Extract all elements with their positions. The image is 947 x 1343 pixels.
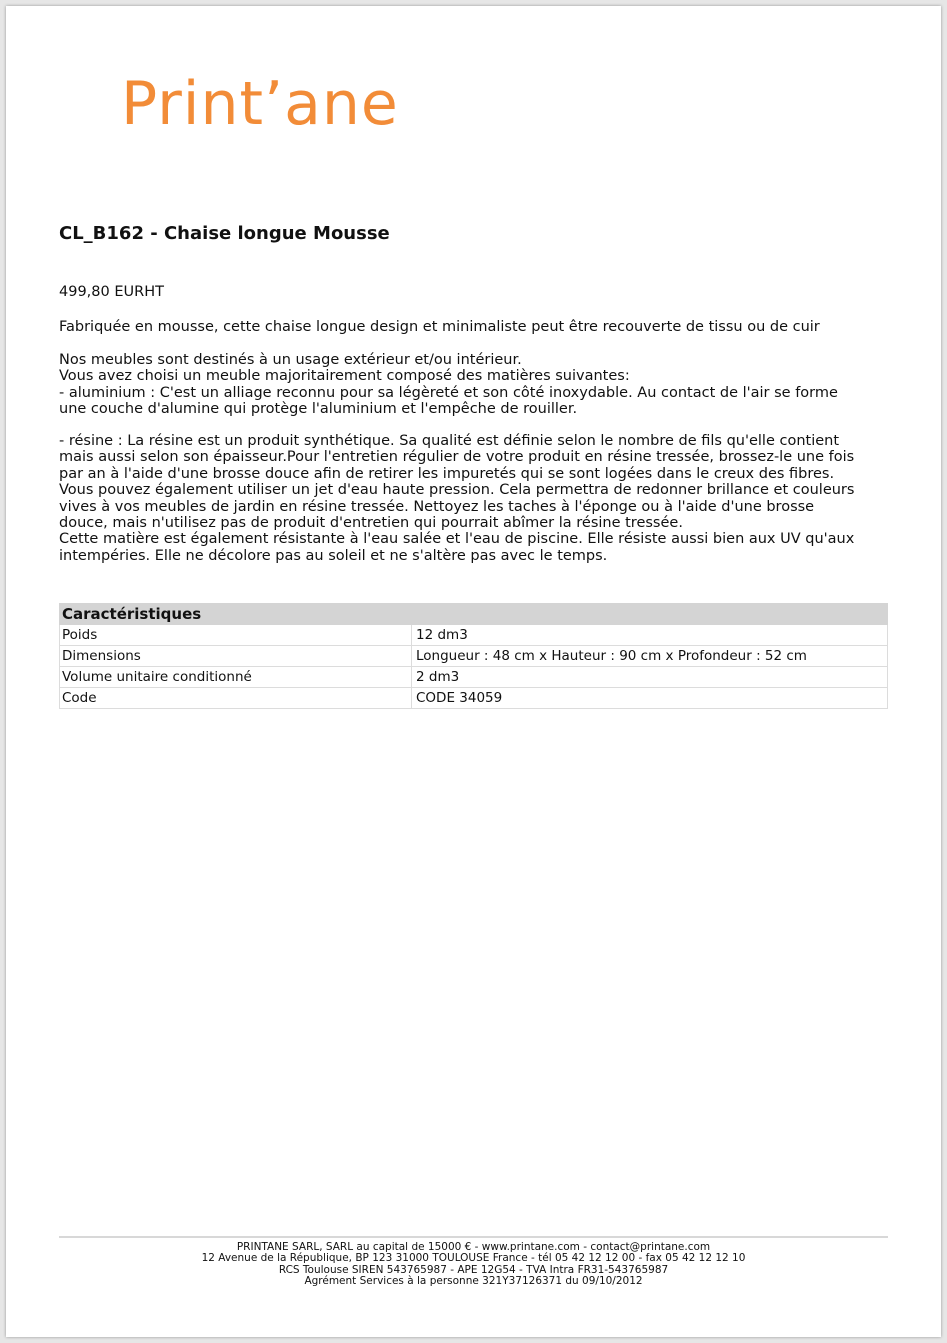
resine-resistance: Cette matière est également résistante à l'eau salée et l'eau de piscine. Elle résiste aussi bien aux UV qu'aux intempéries. Elle ne décolore pas au soleil et ne s'altère pas avec le temps. — [59, 531, 855, 564]
row-value: 2 dm3 — [416, 669, 460, 685]
row-label: Volume unitaire conditionné — [60, 667, 412, 687]
product-description: Fabriquée en mousse, cette chaise longue design et minimaliste peut être recouverte de tissu ou de cuir — [59, 319, 820, 335]
characteristics-table — [59, 603, 888, 709]
materials-intro: Vous avez choisi un meuble majoritairement composé des matières suivantes: — [59, 368, 630, 385]
usage-section — [59, 352, 859, 418]
footer-agreement-line: Agrément Services à la personne 321Y37126371 du 09/10/2012 — [304, 1274, 643, 1287]
row-label: Dimensions — [60, 646, 412, 666]
brand-logo: Print’ane — [121, 69, 399, 139]
resine-section — [59, 433, 859, 564]
row-value: 12 dm3 — [416, 627, 468, 643]
document-page — [6, 6, 941, 1337]
row-value: Longueur : 48 cm x Hauteur : 90 cm x Profondeur : 52 cm — [416, 648, 807, 664]
table-row — [59, 667, 888, 688]
product-price: 499,80 EURHT — [59, 284, 164, 300]
footer-divider — [59, 1236, 888, 1238]
table-row — [59, 688, 888, 709]
table-row — [59, 646, 888, 667]
table-row — [59, 625, 888, 646]
row-value: CODE 34059 — [416, 690, 503, 706]
usage-intro: Nos meubles sont destinés à un usage extérieur et/ou intérieur. — [59, 352, 522, 368]
aluminium-description: - aluminium : C'est un alliage reconnu pour sa légèreté et son côté inoxydable. Au contact de l'air se forme une couche d'alumine qui protège l'aluminium et l'empêche de rouiller. — [59, 384, 838, 418]
footer-registration-line: RCS Toulouse SIREN 543765987 - APE 12G54 - TVA Intra FR31-543765987 — [278, 1263, 669, 1276]
characteristics-header: Caractéristiques — [59, 603, 888, 625]
company-footer — [59, 1242, 888, 1287]
resine-description: - résine : La résine est un produit synthétique. Sa qualité est définie selon le nombre de fils qu'elle contient mais aussi selon son épaisseur.Pour l'entretien régulier de votre produit en résine tressée, brossez-le une fois par an à l'aide d'une brosse douce afin de retirer les impuretés qui se sont logées dans le creux des fibres. Vous pouvez également utiliser un jet d'eau haute pression. Cela permettra de redonner brillance et couleurs vives à vos meubles de jardin en résine tressée. Nettoyez les taches à l'éponge ou à l'aide d'une brosse douce, mais n'utilisez pas de produit d'entretien qui pourrait abîmer la résine tressée. — [59, 433, 855, 532]
product-title: CL_B162 - Chaise longue Mousse — [59, 223, 390, 244]
row-label: Poids — [60, 625, 412, 645]
footer-address-line: 12 Avenue de la République, BP 123 31000 TOULOUSE France - tél 05 42 12 12 00 - fax 05 42 12 12 10 — [201, 1252, 746, 1265]
row-label: Code — [60, 688, 412, 708]
footer-company-line: PRINTANE SARL, SARL au capital de 15000 € - www.printane.com - contact@printane.com — [236, 1241, 711, 1253]
